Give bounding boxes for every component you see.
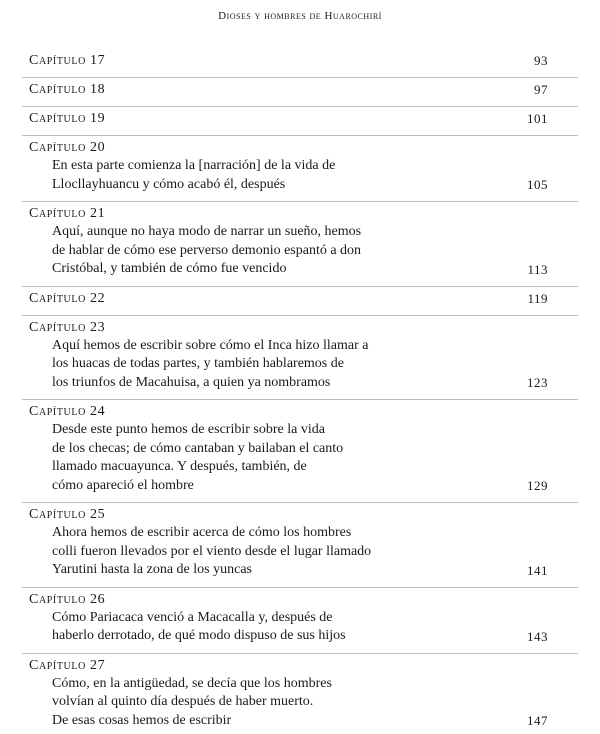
- page-number: 147: [527, 712, 548, 730]
- page-number: 113: [527, 261, 548, 279]
- chapter-heading: Capítulo 27: [0, 657, 600, 675]
- description-line: de hablar de cómo ese perverso demonio espantó a don: [52, 242, 462, 261]
- description-line: Aquí, aunque no haya modo de narrar un sueño, hemos: [52, 223, 462, 242]
- toc-entry: [0, 205, 600, 283]
- entry-divider: [22, 502, 578, 503]
- chapter-description: [0, 524, 462, 580]
- entry-divider: [22, 399, 578, 400]
- toc-entry: [0, 506, 600, 584]
- running-header: Dioses y hombres de Huarochirí: [0, 10, 600, 22]
- chapter-description: [0, 609, 462, 646]
- toc-entry: [0, 52, 600, 74]
- toc-entry: [0, 319, 600, 397]
- chapter-heading: Capítulo 19: [0, 110, 600, 128]
- entry-divider: [22, 286, 578, 287]
- toc-entry: [0, 139, 600, 198]
- chapter-heading: Capítulo 24: [0, 403, 600, 421]
- description-line: llamado macuayunca. Y después, también, de: [52, 458, 462, 477]
- entry-divider: [22, 77, 578, 78]
- chapter-heading: Capítulo 26: [0, 591, 600, 609]
- entry-divider: [22, 315, 578, 316]
- entry-divider: [22, 106, 578, 107]
- toc-entry: [0, 290, 600, 312]
- toc-entry: [0, 110, 600, 132]
- description-line: de los checas; de cómo cantaban y bailaban el canto: [52, 440, 462, 459]
- page-number: 93: [534, 52, 548, 70]
- chapter-heading: Capítulo 25: [0, 506, 600, 524]
- description-line: Cómo Pariacaca venció a Macacalla y, después de: [52, 609, 462, 628]
- description-line: Cómo, en la antigüedad, se decía que los hombres: [52, 675, 462, 694]
- chapter-heading: Capítulo 17: [0, 52, 600, 70]
- description-line: volvían al quinto día después de haber muerto.: [52, 693, 462, 712]
- description-line: haberlo derrotado, de qué modo dispuso de sus hijos: [52, 627, 462, 646]
- page-number: 101: [527, 110, 548, 128]
- chapter-description: [0, 157, 462, 194]
- page-number: 123: [527, 374, 548, 392]
- page-number: 97: [534, 81, 548, 99]
- description-line: En esta parte comienza la [narración] de la vida de: [52, 157, 462, 176]
- entry-divider: [22, 587, 578, 588]
- toc-entry: [0, 657, 600, 734]
- page-number: 129: [527, 477, 548, 495]
- description-line: Llocllayhuancu y cómo acabó él, después: [52, 176, 462, 195]
- description-line: cómo apareció el hombre: [52, 477, 462, 496]
- page-number: 143: [527, 628, 548, 646]
- description-line: los triunfos de Macahuisa, a quien ya nombramos: [52, 374, 462, 393]
- page-number: 119: [527, 290, 548, 308]
- chapter-heading: Capítulo 18: [0, 81, 600, 99]
- chapter-description: [0, 223, 462, 279]
- description-line: Ahora hemos de escribir acerca de cómo los hombres: [52, 524, 462, 543]
- toc-entry: [0, 81, 600, 103]
- description-line: Yarutini hasta la zona de los yuncas: [52, 561, 462, 580]
- page-number: 105: [527, 176, 548, 194]
- chapter-heading: Capítulo 22: [0, 290, 600, 308]
- description-line: De esas cosas hemos de escribir: [52, 712, 462, 731]
- chapter-heading: Capítulo 20: [0, 139, 600, 157]
- toc-entry: [0, 403, 600, 499]
- entry-divider: [22, 653, 578, 654]
- entry-divider: [22, 135, 578, 136]
- description-line: colli fueron llevados por el viento desde el lugar llamado: [52, 543, 462, 562]
- entry-divider: [22, 201, 578, 202]
- description-line: Aquí hemos de escribir sobre cómo el Inca hizo llamar a: [52, 337, 462, 356]
- toc-entry: [0, 591, 600, 650]
- description-line: los huacas de todas partes, y también hablaremos de: [52, 355, 462, 374]
- chapter-heading: Capítulo 21: [0, 205, 600, 223]
- chapter-description: [0, 675, 462, 731]
- table-of-contents: [0, 52, 600, 734]
- page-number: 141: [527, 562, 548, 580]
- description-line: Cristóbal, y también de cómo fue vencido: [52, 260, 462, 279]
- chapter-heading: Capítulo 23: [0, 319, 600, 337]
- chapter-description: [0, 337, 462, 393]
- description-line: Desde este punto hemos de escribir sobre la vida: [52, 421, 462, 440]
- chapter-description: [0, 421, 462, 495]
